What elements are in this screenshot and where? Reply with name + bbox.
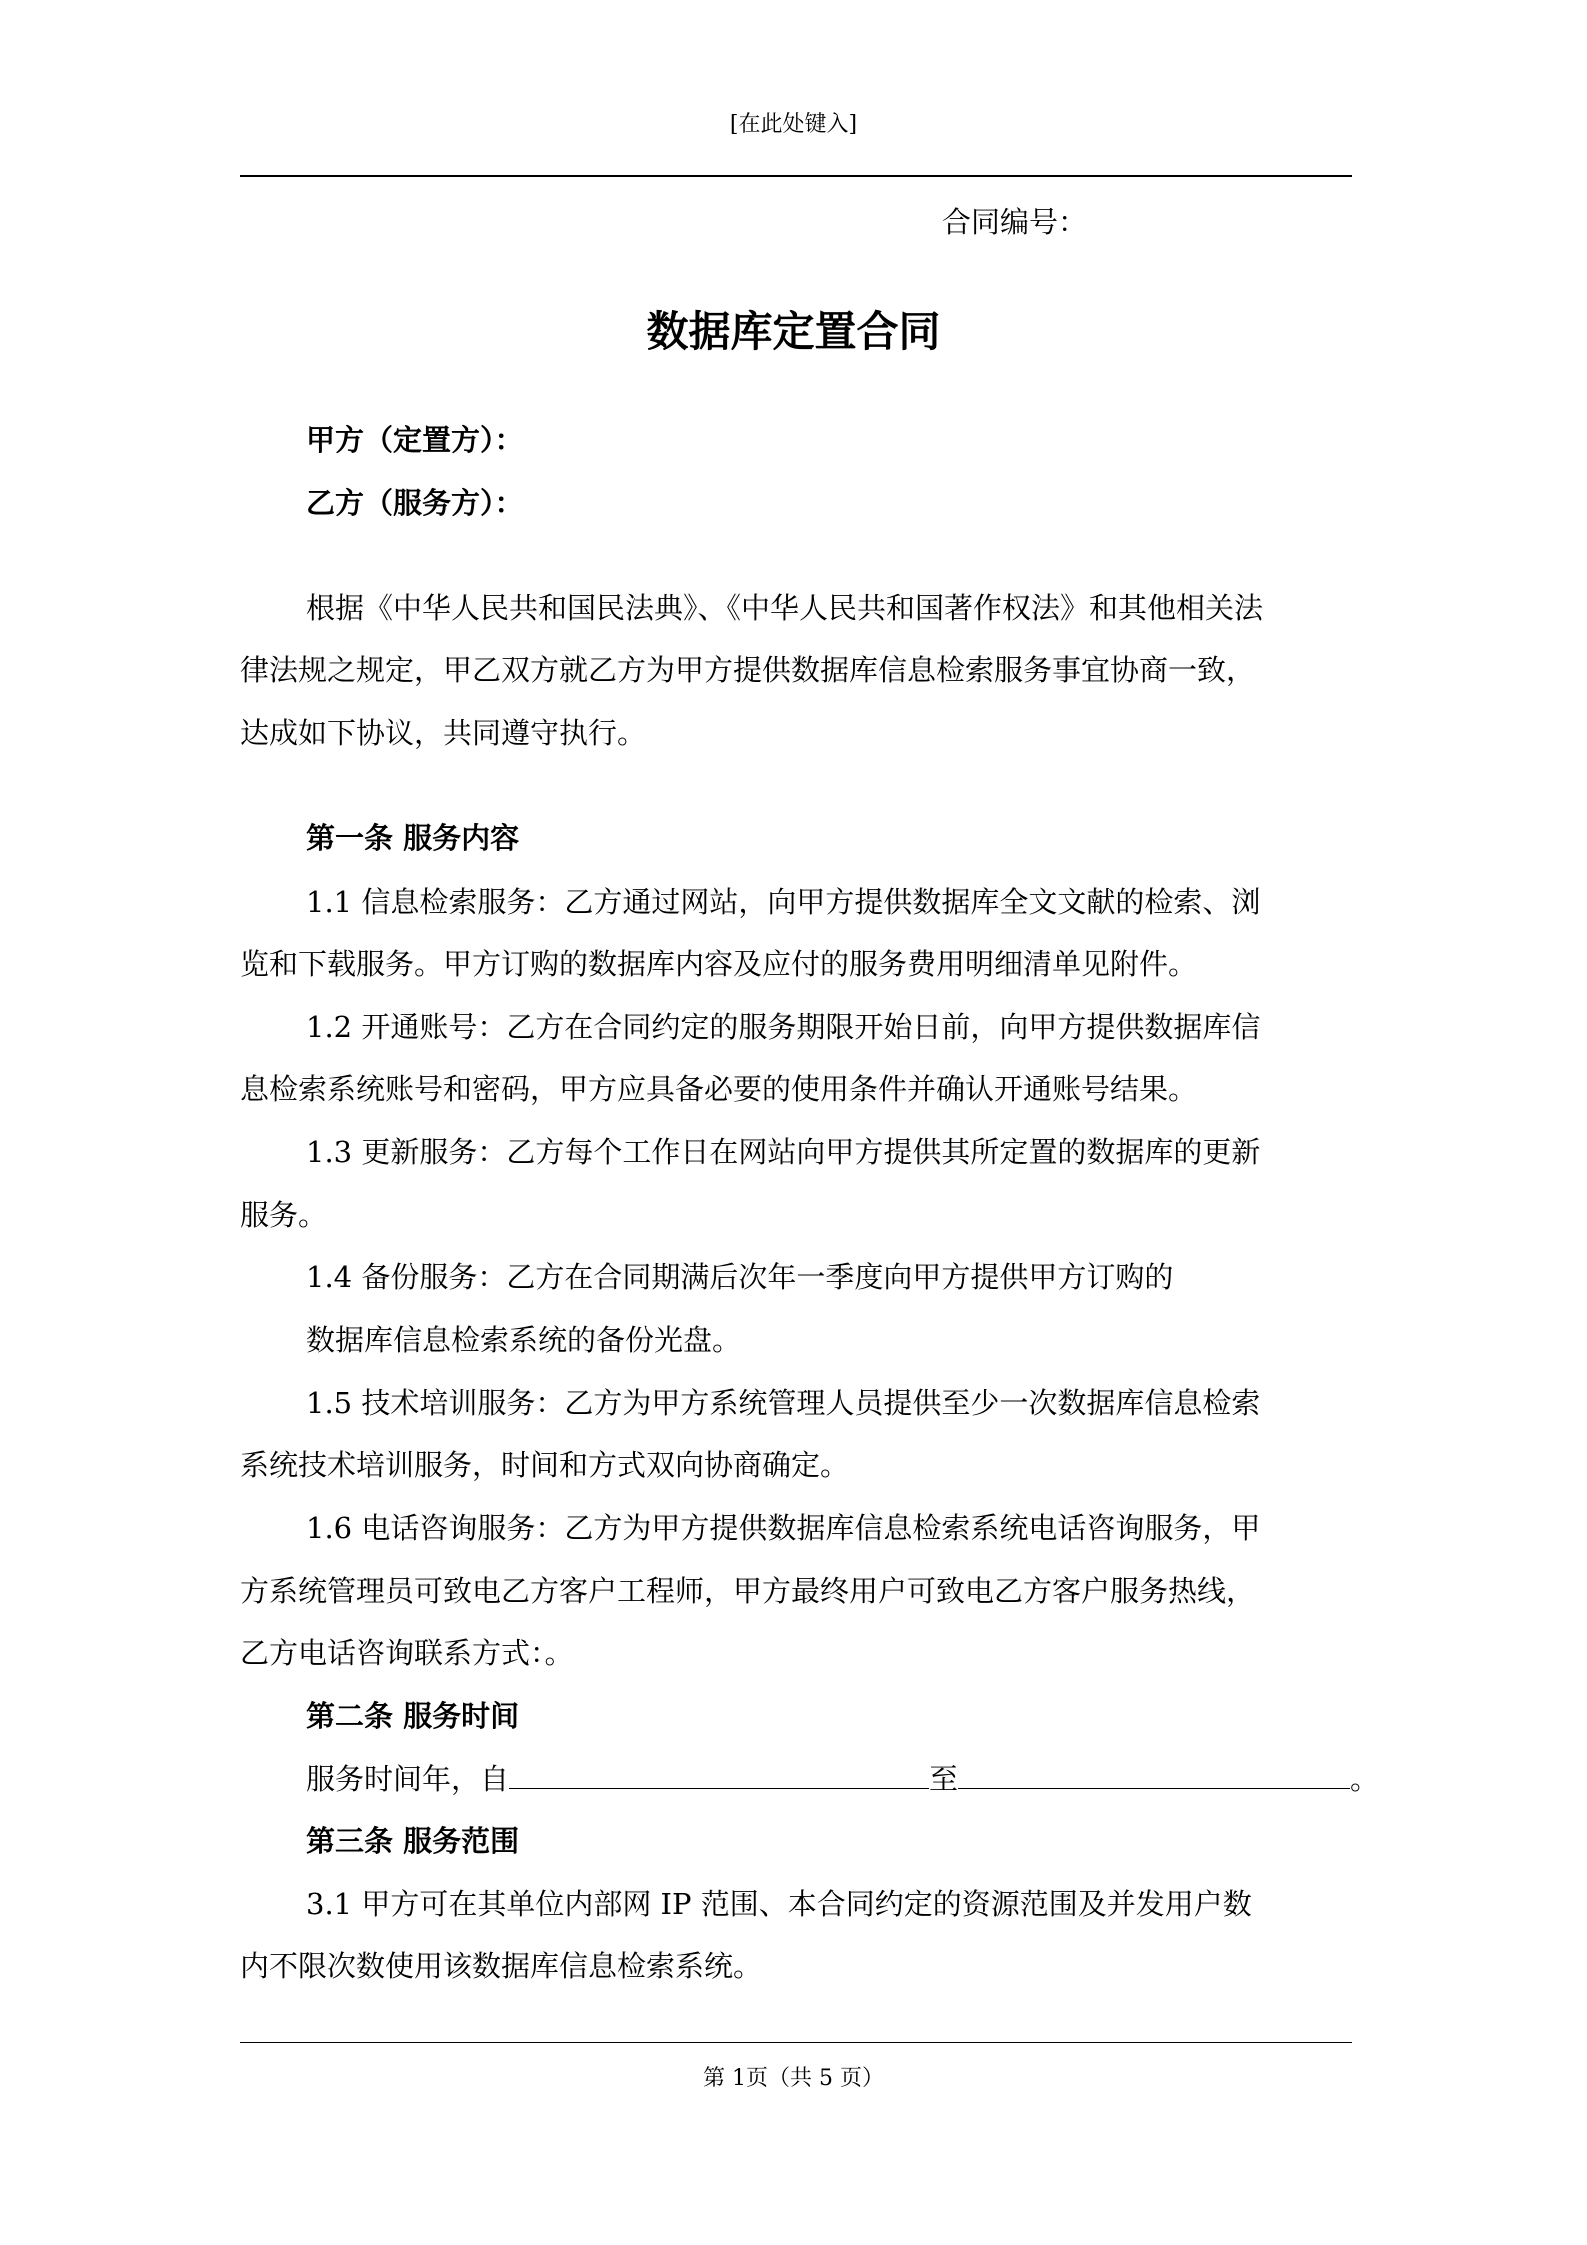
article-1-line: 方系统管理员可致电乙方客户工程师，甲方最终用户可致电乙方客户服务热线， [240, 1574, 1256, 1608]
article-1-line: 数据库信息检索系统的备份光盘。 [306, 1323, 742, 1357]
service-period-middle: 至 [929, 1762, 959, 1796]
party-a-label: 甲方（定置方）： [306, 423, 524, 457]
article-2-heading: 第二条 服务时间 [306, 1699, 520, 1733]
footer-divider [240, 2042, 1352, 2043]
page-header: [在此处键入] [729, 112, 858, 137]
document-title: 数据库定置合同 [646, 307, 941, 356]
header-divider [240, 175, 1352, 177]
article-3-line: 内不限次数使用该数据库信息检索系统。 [240, 1949, 763, 1983]
page-footer: 第 1页（共 5 页） [703, 2066, 884, 2091]
preamble-line: 达成如下协议，共同遵守执行。 [240, 716, 647, 750]
preamble-line: 律法规之规定，甲乙双方就乙方为甲方提供数据库信息检索服务事宜协商一致， [240, 653, 1256, 687]
article-1-line: 服务。 [240, 1198, 328, 1232]
service-period-line [306, 1758, 1380, 1799]
article-1-line: 乙方电话咨询联系方式：。 [240, 1636, 574, 1670]
end-date-blank[interactable] [958, 1758, 1350, 1789]
article-1-line: 1.1 信息检索服务：乙方通过网站，向甲方提供数据库全文文献的检索、浏 [306, 885, 1261, 919]
preamble-line: 根据《中华人民共和国民法典》、《中华人民共和国著作权法》和其他相关法 [306, 591, 1264, 625]
service-period-prefix: 服务时间年，自 [306, 1762, 510, 1796]
article-1-line: 息检索系统账号和密码，甲方应具备必要的使用条件并确认开通账号结果。 [240, 1072, 1198, 1106]
party-b-label: 乙方（服务方）： [306, 486, 524, 520]
start-date-blank[interactable] [509, 1758, 929, 1789]
article-1-line: 1.5 技术培训服务：乙方为甲方系统管理人员提供至少一次数据库信息检索 [306, 1386, 1261, 1420]
article-1-line: 1.6 电话咨询服务：乙方为甲方提供数据库信息检索系统电话咨询服务，甲 [306, 1511, 1261, 1545]
article-1-line: 览和下载服务。甲方订购的数据库内容及应付的服务费用明细清单见附件。 [240, 947, 1198, 981]
article-1-line: 1.3 更新服务：乙方每个工作日在网站向甲方提供其所定置的数据库的更新 [306, 1135, 1261, 1169]
article-3-heading: 第三条 服务范围 [306, 1824, 520, 1858]
article-1-line: 1.4 备份服务：乙方在合同期满后次年一季度向甲方提供甲方订购的 [306, 1260, 1174, 1294]
contract-number-label: 合同编号： [942, 205, 1088, 239]
article-3-line: 3.1 甲方可在其单位内部网 IP 范围、本合同约定的资源范围及并发用户数 [306, 1887, 1252, 1921]
service-period-suffix: 。 [1350, 1762, 1380, 1796]
article-1-line: 系统技术培训服务，时间和方式双向协商确定。 [240, 1448, 850, 1482]
article-1-line: 1.2 开通账号：乙方在合同约定的服务期限开始日前，向甲方提供数据库信 [306, 1010, 1261, 1044]
article-1-heading: 第一条 服务内容 [306, 821, 520, 855]
